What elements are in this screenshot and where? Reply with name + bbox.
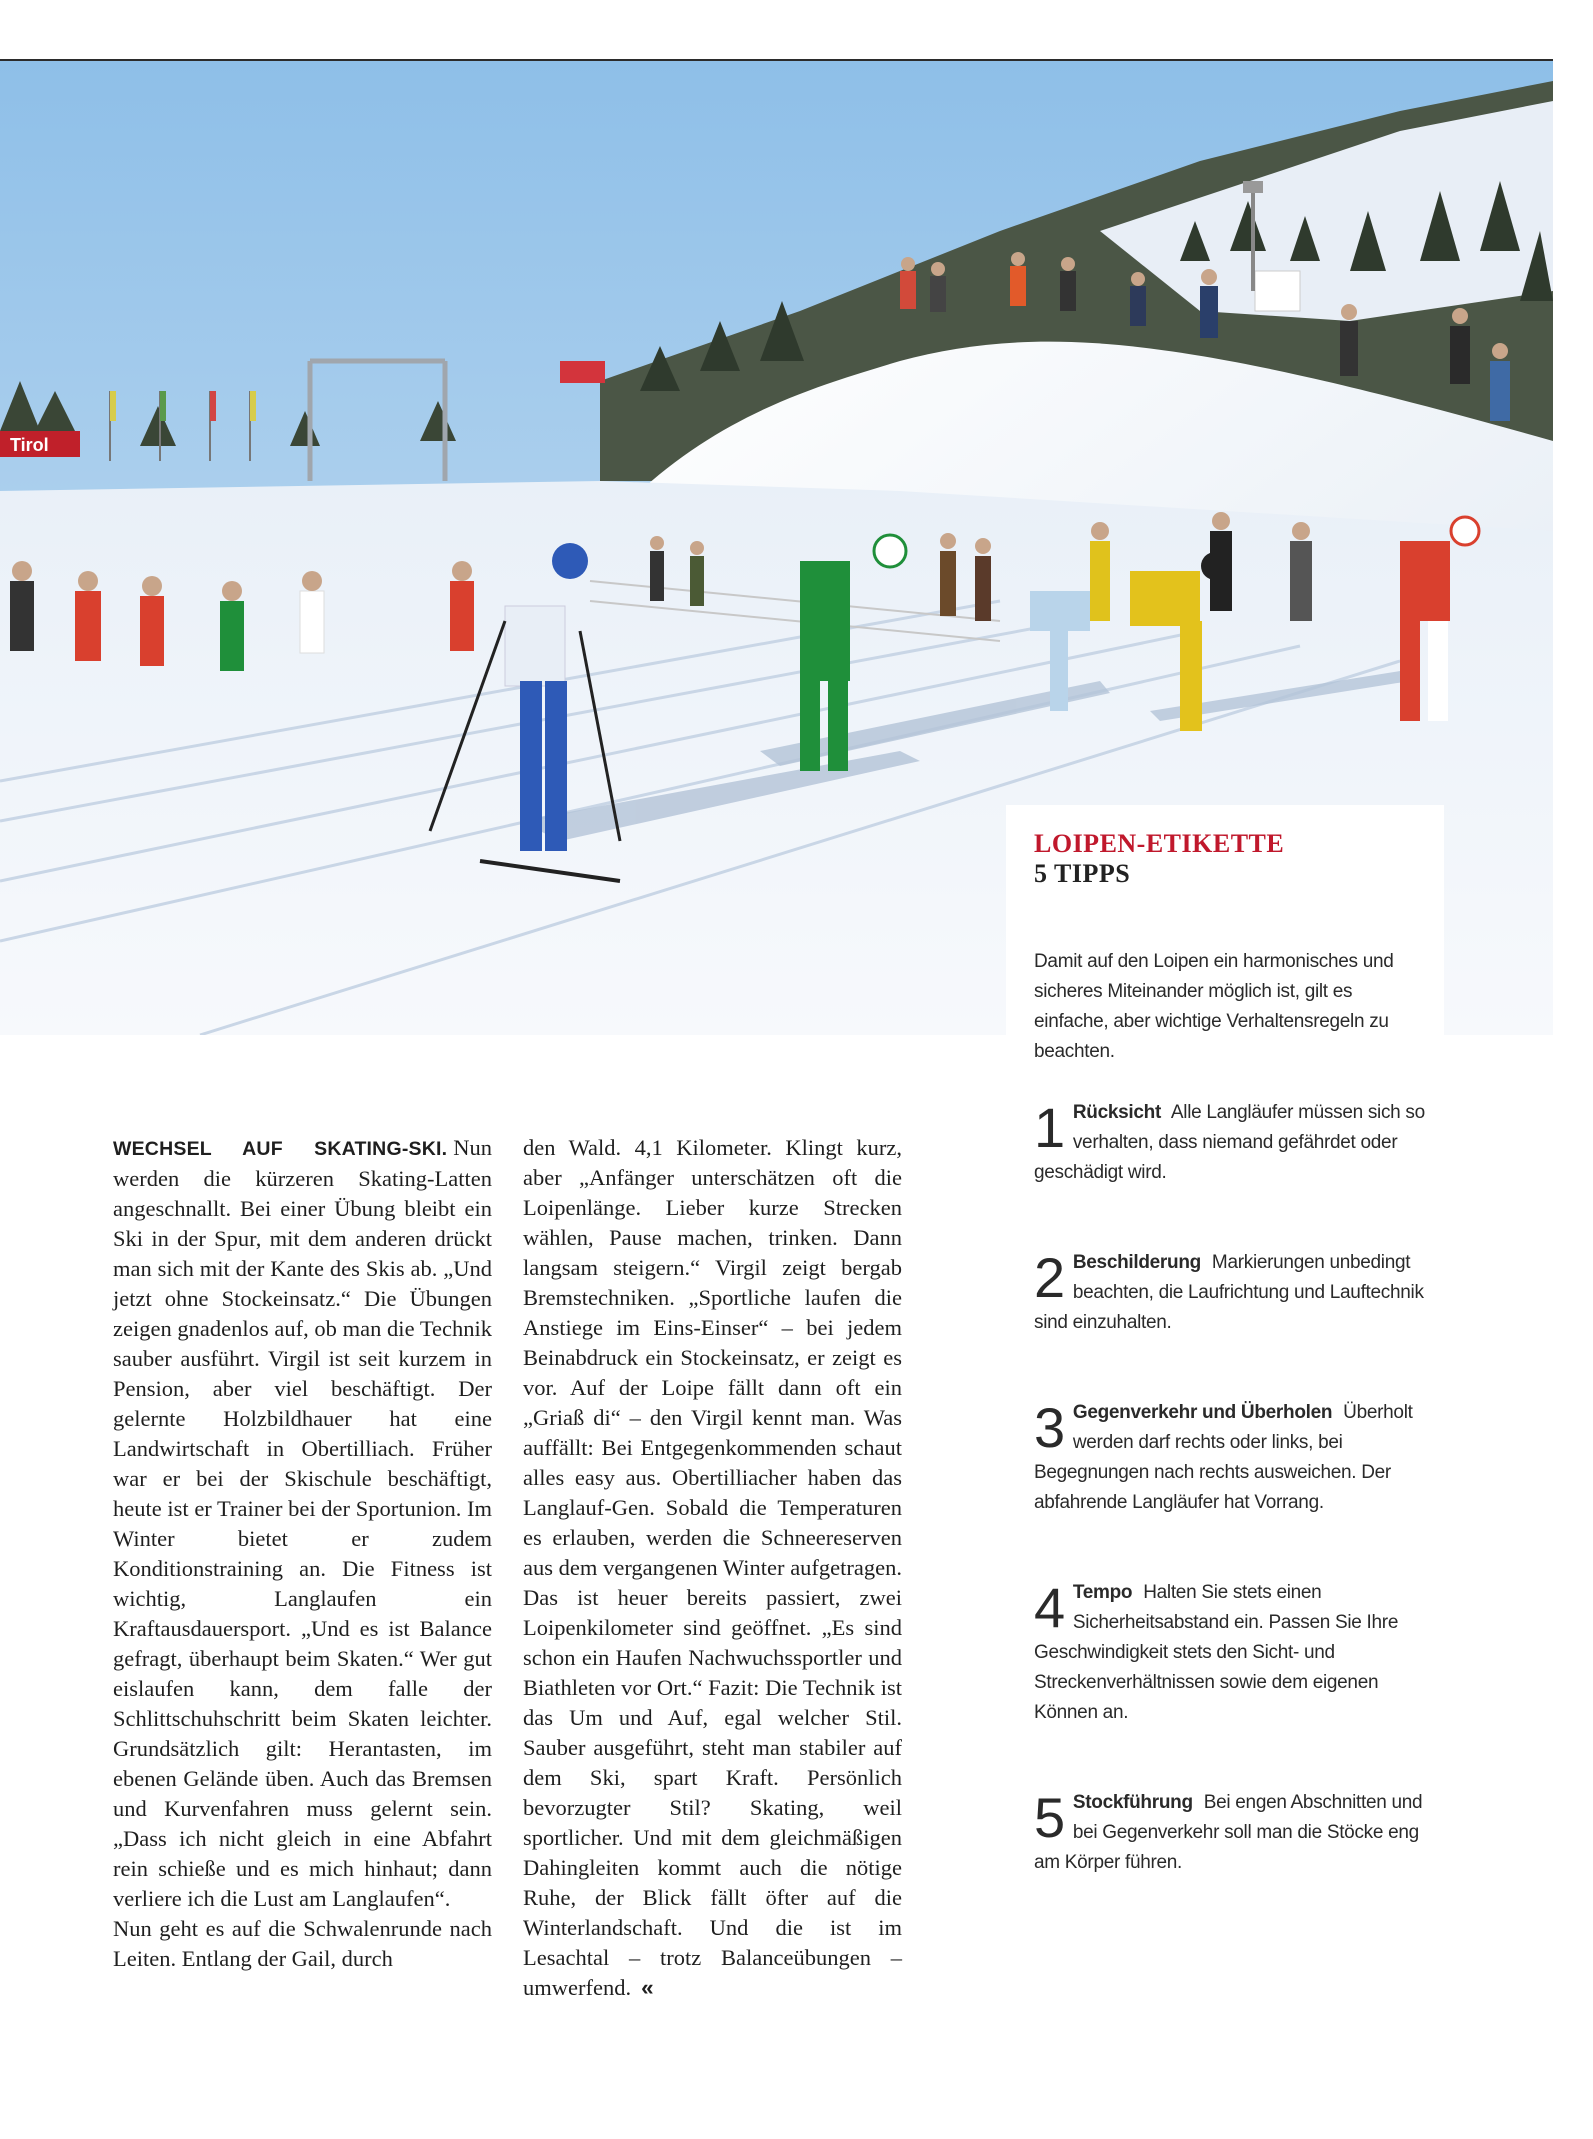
- tips-intro: Damit auf den Loipen ein harmonisches und sicheres Miteinander möglich ist, gilt es einfache, aber wichtige Verhaltensregeln zu beachten.: [1034, 951, 1394, 1062]
- tip-item: [1034, 1098, 1434, 1188]
- tips-box: [1006, 805, 1444, 1067]
- tip-text: Halten Sie stets einen Sicherheitsabstand ein. Passen Sie Ihre Geschwindigkeit stets den Sicht- und Streckenverhältnissen sowie dem eigenen Können an.: [1034, 1582, 1399, 1723]
- tips-title: 5 TIPPS: [1034, 859, 1131, 888]
- article-text: Nun werden die kürzeren Skating-Latten angeschnallt. Bei einer Übung bleibt ein Ski in der Spur, mit dem anderen drückt man sich mit der Kante des Skis ab. „Und jetzt ohne Stockeinsatz.“ Die Übungen zeigen gnadenlos auf, ob man die Technik sauber ausführt. Virgil ist seit kurzem in Pension, aber viel beschäftigt. Der gelernte Holzbildhauer hat eine Landwirtschaft in Obertilliach. Früher war er bei der Skischule beschäftigt, heute ist er Trainer bei der Sportunion. Im Winter bietet er zudem Konditionstraining an. Die Fitness ist wichtig, Langlaufen ein Kraftausdauersport. „Und es ist Balance gefragt, überhaupt beim Skaten.“ Wer gut eislaufen kann, dem falle der Schlittschuhschritt beim Skaten leichter. Grundsätzlich gilt: Herantasten, im ebenen Gelände üben. Auch das Bremsen und Kurvenfahren muss gelernt sein. „Dass ich nicht gleich in eine Abfahrt rein schieße und es mich hinhaut; dann verliere ich die Lust am Langlaufen“.: [113, 1135, 492, 1911]
- tip-text: Überholt werden darf rechts oder links, bei Begegnungen nach rechts ausweichen. Der abfahrende Langläufer hat Vorrang.: [1034, 1402, 1413, 1513]
- tip-item: [1034, 1398, 1434, 1518]
- tip-text: Bei engen Abschnitten und bei Gegenverkehr soll man die Stöcke eng am Körper führen.: [1034, 1792, 1423, 1873]
- tip-item: [1034, 1578, 1434, 1728]
- article-paragraph: Nun geht es auf die Schwalenrunde nach Leiten. Entlang der Gail, durch: [113, 1916, 492, 1971]
- article-column-2: [523, 1133, 902, 2003]
- tip-number: 5: [1034, 1786, 1065, 1849]
- tip-number: 1: [1034, 1096, 1065, 1159]
- tip-heading: Tempo: [1072, 1582, 1133, 1603]
- tip-heading: Gegenverkehr und Überholen: [1072, 1402, 1333, 1423]
- tip-text: Alle Langläufer müssen sich so verhalten, dass niemand gefährdet oder geschädigt wird.: [1034, 1102, 1425, 1183]
- tips-kicker: LOIPEN-ETIKETTE: [1034, 829, 1285, 858]
- tip-number: 3: [1034, 1396, 1065, 1459]
- tip-item: [1034, 1788, 1434, 1878]
- tip-number: 2: [1034, 1246, 1065, 1309]
- tip-heading: Stockführung: [1072, 1792, 1193, 1813]
- end-mark: «: [641, 1975, 654, 2000]
- article-column-1: [113, 1133, 492, 1974]
- article-paragraph: [523, 1133, 902, 2003]
- tips-list: [1034, 1098, 1434, 1938]
- article-text: den Wald. 4,1 Kilometer. Klingt kurz, aber „Anfänger unterschätzen oft die Loipenlänge. Lieber kurze Strecken wählen, Pause machen, trinken. Dann langsam steigern.“ Virgil zeigt bergab Bremstechniken. „Sportliche laufen die Anstiege im Eins-Einser“ – bei jedem Beinabdruck ein Stockeinsatz, er zeigt es vor. Auf der Loipe fällt dann oft ein „Griaß di“ – den Virgil kennt man. Was auffällt: Bei Entgegenkommenden schaut alles easy aus. Obertilliacher haben das Langlauf-Gen. Sobald die Temperaturen es erlauben, werden die Schneereserven aus dem vergangenen Winter aufgetragen. Das ist heuer bereits passiert, zwei Loipenkilometer sind geöffnet. „Es sind schon ein Haufen Nachwuchssportler und Biathleten vor Ort.“ Fazit: Die Technik ist das Um und Auf, egal welcher Stil. Sauber ausgeführt, steht man stabiler auf dem Ski, spart Kraft. Persönlich bevorzugter Stil? Skating, weil sportlicher. Und mit dem gleichmäßigen Dahingleiten kommt auch die nötige Ruhe, der Blick fällt öfter auf die Winterlandschaft. Und die ist im Lesachtal – trotz Balanceübungen – umwerfend.: [523, 1135, 902, 2000]
- tip-heading: Beschilderung: [1072, 1252, 1201, 1273]
- tip-number: 4: [1034, 1576, 1065, 1639]
- article-lead: WECHSEL AUF SKATING-SKI.: [113, 1138, 448, 1160]
- tip-item: [1034, 1248, 1434, 1338]
- tip-heading: Rücksicht: [1072, 1102, 1161, 1123]
- tip-text: Markierungen unbedingt beachten, die Laufrichtung und Lauftechnik sind einzuhalten.: [1034, 1252, 1424, 1333]
- tirol-banner: Tirol: [10, 435, 49, 455]
- article-paragraph: [113, 1133, 492, 1914]
